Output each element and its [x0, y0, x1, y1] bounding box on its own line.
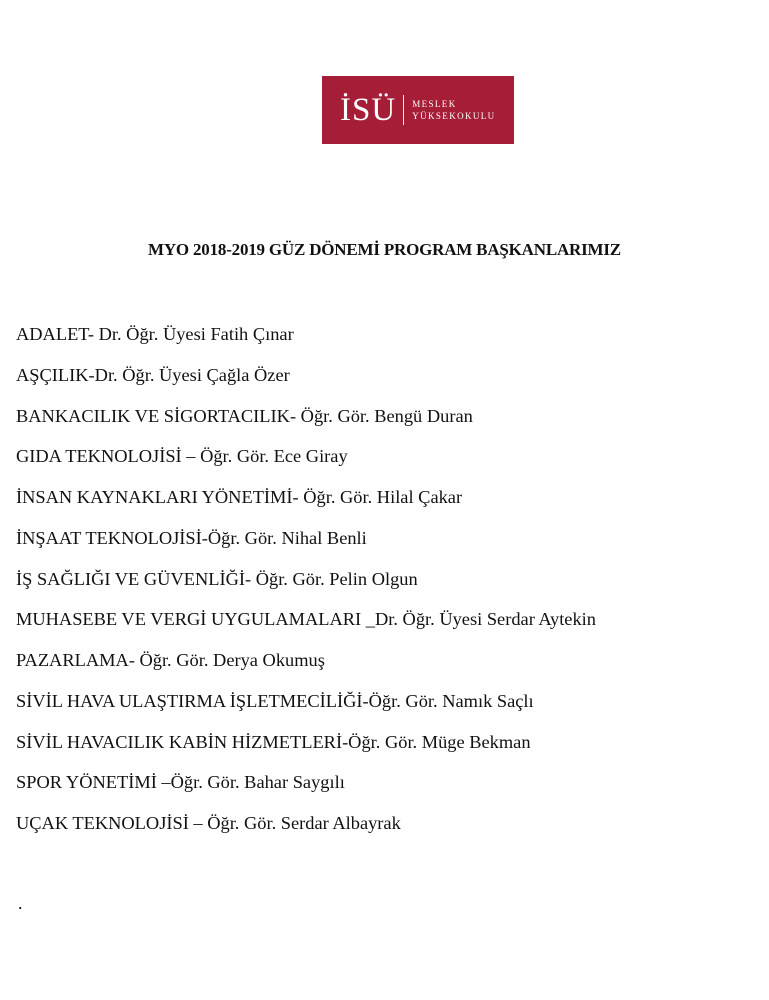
school-logo	[322, 76, 514, 144]
program-item-muhasebe: MUHASEBE VE VERGİ UYGULAMALARI _Dr. Öğr. Üyesi Serdar Aytekin	[16, 609, 596, 630]
program-item-gida: GIDA TEKNOLOJİSİ – Öğr. Gör. Ece Giray	[16, 446, 348, 467]
program-item-kabin-hizmetleri: SİVİL HAVACILIK KABİN HİZMETLERİ-Öğr. Gör. Müge Bekman	[16, 731, 531, 752]
program-item-ucak: UÇAK TEKNOLOJİSİ – Öğr. Gör. Serdar Albayrak	[16, 813, 401, 833]
program-list	[16, 320, 596, 850]
logo-line-1: MESLEK	[412, 99, 457, 109]
program-item-is-sagligi: İŞ SAĞLIĞI VE GÜVENLİĞİ- Öğr. Gör. Pelin Olgun	[16, 568, 418, 589]
page-title: MYO 2018-2019 GÜZ DÖNEMİ PROGRAM BAŞKANLARIMIZ	[148, 240, 621, 259]
program-item-ascilik: AŞÇILIK-Dr. Öğr. Üyesi Çağla Özer	[16, 364, 290, 385]
program-item-sivil-hava-ulastirma: SİVİL HAVA ULAŞTIRMA İŞLETMECİLİĞİ-Öğr. Gör. Namık Saçlı	[16, 690, 534, 711]
program-item-bankacilik: BANKACILIK VE SİGORTACILIK- Öğr. Gör. Bengü Duran	[16, 405, 473, 426]
program-item-insan-kaynaklari: İNSAN KAYNAKLARI YÖNETİMİ- Öğr. Gör. Hilal Çakar	[16, 487, 463, 507]
logo-text	[412, 98, 495, 122]
logo-line-2: YÜKSEKOKULU	[412, 111, 496, 121]
program-item-pazarlama: PAZARLAMA- Öğr. Gör. Derya Okumuş	[16, 650, 325, 670]
logo-mark: İSÜ	[340, 91, 397, 128]
logo-divider	[403, 95, 404, 125]
trailing-mark: .	[18, 893, 23, 913]
program-item-spor: SPOR YÖNETİMİ –Öğr. Gör. Bahar Saygılı	[16, 772, 345, 793]
program-item-adalet: ADALET- Dr. Öğr. Üyesi Fatih Çınar	[16, 324, 294, 344]
program-item-insaat: İNŞAAT TEKNOLOJİSİ-Öğr. Gör. Nihal Benli	[16, 527, 367, 548]
